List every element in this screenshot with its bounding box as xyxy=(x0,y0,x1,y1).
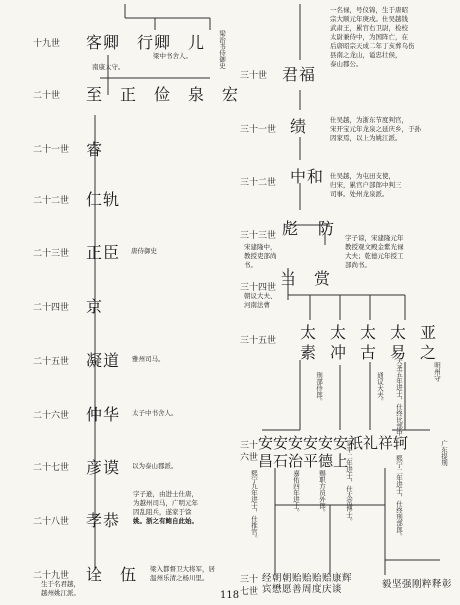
generation-label-26: 二十六世 xyxy=(33,411,70,421)
note-gen-36-3: 赐职方员外郎。 xyxy=(318,470,326,516)
note-gen-36-4: 景平二年进士，仕太常博士。 xyxy=(345,440,353,525)
generation-label-20: 二十世 xyxy=(33,91,61,101)
note-gen-30-line-3: 武肃王，累官右卫尉，检校 xyxy=(330,24,408,32)
generation-label-21: 二十一世 xyxy=(33,145,70,155)
generation-label-35: 三十五世 xyxy=(240,336,277,346)
note-gen-29-quan-line-1: 生于名君越， xyxy=(41,580,80,588)
generation-label-31: 三十一世 xyxy=(240,125,277,135)
names-gen-34: 当 赏 xyxy=(280,269,332,288)
name-gen-33-biao: 彪 xyxy=(282,219,300,238)
name-gen-35-4b: 易 xyxy=(390,343,408,362)
note-gen-35-2: 通议大夫。 xyxy=(376,372,384,405)
name-gen-28: 孝恭 xyxy=(86,511,121,530)
name-gen-32: 中和 xyxy=(290,167,325,186)
names-gen-36-row-2: 昌石治平德上 xyxy=(258,452,349,470)
names-gen-37-row-1: 经朝朝贻贻贻贻康辉 xyxy=(262,573,353,584)
note-gen-30-line-6: 县南之龙山，谥忠壮侯， xyxy=(330,51,402,59)
note-gen-36-1: 熙宁九年进士，仕推官。 xyxy=(250,470,258,542)
note-gen-30-line-4: 太尉兼侍中，为国阵亡，在 xyxy=(330,33,408,41)
names-gen-19: 客卿 行卿 儿 xyxy=(86,33,206,52)
note-gen-28-line-1: 字子逊，由进士仕唐， xyxy=(133,490,198,498)
note-gen-30-line-7: 泰山郡公。 xyxy=(330,60,363,68)
note-gen-31 xyxy=(330,116,421,143)
name-gen-35-2: 太 xyxy=(330,323,348,342)
name-gen-35-5: 亚 xyxy=(420,323,438,342)
note-gen-35-1: 刑部侍郎。 xyxy=(315,372,323,405)
name-gen-30: 君福 xyxy=(282,65,317,84)
generation-label-33: 三十三世 xyxy=(240,231,277,241)
note-gen-19-xing: 梁中书舍人。 xyxy=(153,52,192,60)
note-gen-33-right-line-1: 字子谅，宋建隆元年 xyxy=(345,234,404,242)
name-gen-24: 京 xyxy=(86,297,104,316)
generation-label-28: 二十八世 xyxy=(33,517,70,527)
note-gen-23: 唐侍御史 xyxy=(131,247,157,255)
note-gen-26: 太子中书舍人。 xyxy=(132,409,178,417)
name-gen-35-5b: 之 xyxy=(420,343,438,362)
name-gen-35-1: 太 xyxy=(300,323,318,342)
note-gen-31-line-3: 因家焉，以上为姚江派。 xyxy=(330,134,402,142)
note-gen-32 xyxy=(330,172,402,199)
name-gen-21: 睿 xyxy=(86,140,104,159)
generation-label-37-line-1: 三十 xyxy=(240,575,259,585)
note-gen-19-ke: 南康太守。 xyxy=(92,63,125,71)
generation-label-34: 三十四世 xyxy=(240,283,277,293)
name-gen-35-1b: 素 xyxy=(300,343,318,362)
note-gen-30 xyxy=(330,6,415,69)
name-gen-35-4: 太 xyxy=(390,323,408,342)
note-gen-28-line-2: 为越州司马，广明元年 xyxy=(133,499,198,507)
generation-label-23: 二十三世 xyxy=(33,249,70,259)
note-gen-33-left-line-1: 宋建隆中， xyxy=(244,243,277,251)
note-gen-33-left xyxy=(244,243,277,270)
note-gen-32-line-3: 司事。处州龙泉派。 xyxy=(330,190,389,198)
generation-label-32: 三十二世 xyxy=(240,178,277,188)
page-number: 118 xyxy=(220,590,240,601)
note-gen-29-wu-line-1: 梁入都督卫大将军，居 xyxy=(150,565,215,573)
names-gen-20: 至 正 俭 泉 宏 xyxy=(86,85,240,104)
name-gen-31: 绩 xyxy=(290,117,308,136)
note-gen-28-line-3: 因乱阻兵，遂家于馀 xyxy=(133,508,192,516)
names-gen-29: 诠 伍 xyxy=(86,565,138,584)
note-gen-32-line-1: 仕吴越，为屯田支使， xyxy=(330,172,395,180)
name-gen-35-3: 太 xyxy=(360,323,378,342)
name-gen-35-2b: 冲 xyxy=(330,343,348,362)
note-gen-29-wu xyxy=(150,565,215,583)
note-gen-27: 以为泰山郡派。 xyxy=(132,462,178,470)
note-gen-31-line-1: 仕吴越，为浙东节度判官， xyxy=(330,116,408,124)
note-gen-28-line-4: 姚。浙之有鲍自此始。 xyxy=(133,517,198,525)
note-gen-33-right-line-4: 部尚书。 xyxy=(345,261,371,269)
names-gen-37-row-3: 毅坚强刚粹释彰 xyxy=(382,579,453,590)
note-gen-25: 雅州司马。 xyxy=(132,355,165,363)
note-gen-33-right-line-2: 教授观文殿金紫光禄 xyxy=(345,243,404,251)
note-gen-30-line-2: 宗大顺元年庚戌。仕吴越钱 xyxy=(330,15,408,23)
note-gen-33-left-line-3: 书。 xyxy=(244,261,257,269)
note-gen-34-line-2: 河南法曹 xyxy=(244,301,270,309)
name-gen-35-3b: 古 xyxy=(360,343,378,362)
note-gen-36-6: 广东提刑 xyxy=(440,440,448,466)
note-gen-29-quan xyxy=(41,580,80,598)
generation-label-37-line-2: 七世 xyxy=(240,587,259,597)
note-gen-19-er: 梁治书侍御史 xyxy=(218,30,226,69)
generation-label-30: 三十世 xyxy=(240,71,268,81)
names-gen-36-row-1: 安安安安安安祇礼祥轲 xyxy=(258,434,409,452)
names-gen-37-row-2: 宾懋愿善周度庆谈 xyxy=(262,584,343,595)
note-gen-29-quan-line-2: 越州姚江派。 xyxy=(41,589,80,597)
name-gen-23: 正臣 xyxy=(86,243,121,262)
generation-label-27: 二十七世 xyxy=(33,463,70,473)
note-gen-31-line-2: 宋开宝元年龙泉之延庆乡，于孙 xyxy=(330,125,421,133)
note-gen-35-3: 天圣五年进士，仕终比部中。 xyxy=(395,358,403,443)
note-gen-28 xyxy=(133,490,198,526)
generation-label-19: 十九世 xyxy=(33,39,61,49)
note-gen-34-line-1: 朝议大夫、 xyxy=(244,292,277,300)
note-gen-34 xyxy=(244,292,277,310)
note-gen-30-line-5: 后唐昭宗天成二年丁亥葬乌伤 xyxy=(330,42,415,50)
generation-label-36-line-2: 六世 xyxy=(240,453,259,463)
name-gen-22: 仁轨 xyxy=(86,190,121,209)
name-gen-27: 彦谟 xyxy=(86,458,121,477)
note-gen-30-line-1: 一名禄，号仪锦，生于唐昭 xyxy=(330,6,408,14)
name-gen-25: 凝道 xyxy=(86,351,121,370)
note-gen-33-right xyxy=(345,234,404,270)
note-gen-33-right-line-3: 大夫；乾德元年授工 xyxy=(345,252,404,260)
generation-label-25: 二十五世 xyxy=(33,357,70,367)
note-gen-33-left-line-2: 教授吏部尚 xyxy=(244,252,277,260)
generation-label-22: 二十二世 xyxy=(33,196,70,206)
note-gen-36-2: 嘉佑四年进士。 xyxy=(292,470,300,516)
note-gen-29-wu-line-2: 温州乐清之杨川里。 xyxy=(150,574,209,582)
name-gen-33-fang: 防 xyxy=(318,219,336,238)
generation-label-24: 二十四世 xyxy=(33,303,70,313)
note-gen-32-line-2: 归宋，累官户部郎中判三 xyxy=(330,181,402,189)
generation-label-29: 二十九世 xyxy=(33,571,70,581)
note-gen-35-4: 明州守 xyxy=(433,362,441,382)
generation-label-36-line-1: 三十 xyxy=(240,441,259,451)
name-gen-26: 仲华 xyxy=(86,405,121,424)
note-gen-36-5: 熙宁二年进士，仕终刑部郎。 xyxy=(395,455,403,540)
